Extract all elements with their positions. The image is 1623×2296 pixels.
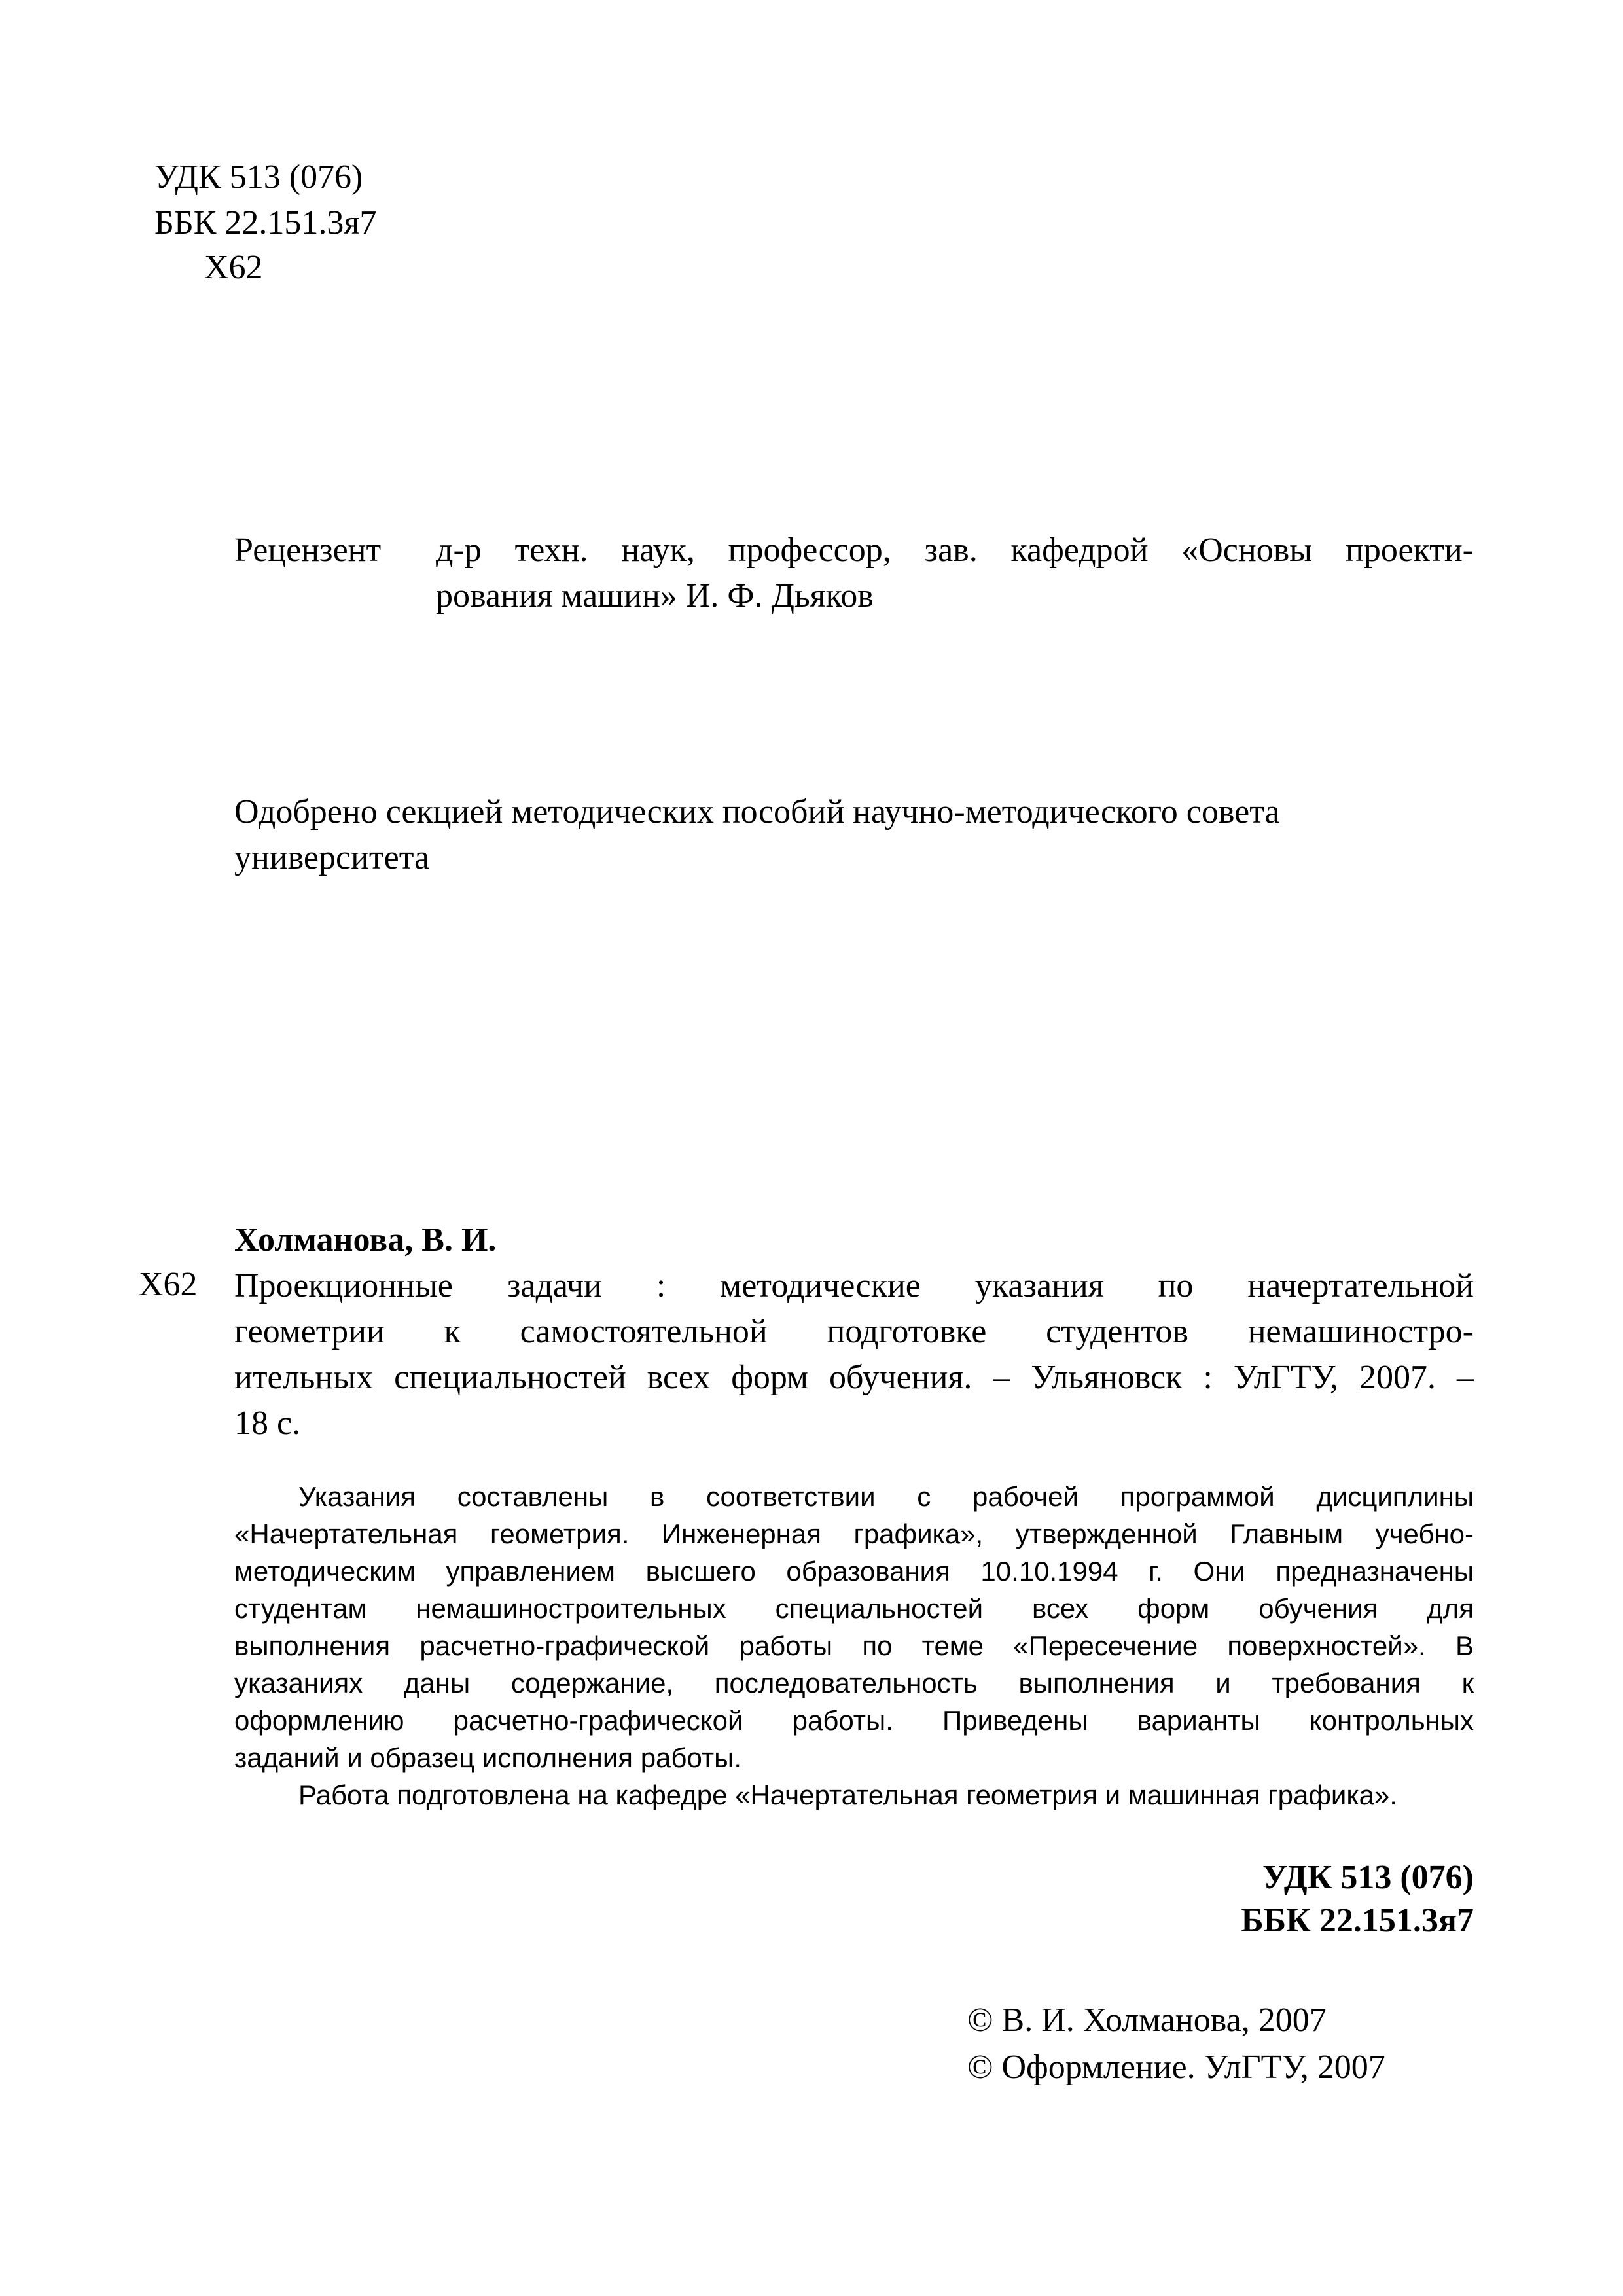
annotation [234, 1478, 1474, 1814]
annotation-line: Указания составлены в соответствии с рабочей программой дисциплины [298, 1481, 1474, 1512]
top-bbk-code: ББК 22.151.3я7 [154, 204, 377, 242]
annotation-line: выполнения расчетно-графической работы по теме «Пересечение поверхностей». В [234, 1630, 1474, 1661]
approval-note [234, 789, 1478, 881]
annotation-last-line: Работа подготовлена на кафедре «Начертательная геометрия и машинная графика». [298, 1780, 1398, 1810]
bibliographic-description [234, 1263, 1474, 1446]
annotation-line: «Начертательная геометрия. Инженерная графика», утвержденной Главным учебно- [234, 1518, 1474, 1549]
copyright-author: © В. И. Холманова, 2007 [967, 2001, 1327, 2039]
copyright-design: © Оформление. УлГТУ, 2007 [967, 2049, 1385, 2086]
annotation-line: оформлению расчетно-графической работы. Приведены варианты контрольных [234, 1705, 1474, 1736]
reviewer-line-2: рования машин» И. Ф. Дьяков [436, 577, 874, 615]
annotation-line: указаниях даны содержание, последовательность выполнения и требования к [234, 1668, 1474, 1698]
annotation-line: студентам немашиностроительных специальностей всех форм обучения для [234, 1593, 1474, 1624]
reviewer-label: Рецензент [234, 531, 382, 569]
annotation-line: заданий и образец исполнения работы. [234, 1742, 741, 1773]
bottom-udc-code: УДК 513 (076) [1262, 1859, 1474, 1896]
approval-line-2: университета [234, 839, 430, 876]
author-name: Холманова, В. И. [234, 1221, 497, 1259]
margin-author-code: Х62 [139, 1266, 198, 1303]
top-author-code: Х62 [204, 249, 263, 286]
biblio-line: ительных специальностей всех форм обучения. – Ульяновск : УлГТУ, 2007. – [234, 1359, 1474, 1396]
approval-line-1: Одобрено секцией методических пособий научно-методического совета [234, 793, 1280, 831]
annotation-line: методическим управлением высшего образования 10.10.1994 г. Они предназначены [234, 1556, 1474, 1587]
bottom-bbk-code: ББК 22.151.3я7 [1241, 1902, 1474, 1939]
biblio-line: геометрии к самостоятельной подготовке студентов немашиностро- [234, 1313, 1474, 1350]
top-udc-code: УДК 513 (076) [154, 158, 363, 196]
reviewer-text [436, 528, 1474, 619]
biblio-line: Проекционные задачи : методические указания по начертательной [234, 1267, 1474, 1304]
reviewer-line-1: д-р техн. наук, профессор, зав. кафедрой «Основы проекти- [436, 531, 1474, 569]
biblio-line: 18 с. [234, 1405, 301, 1442]
